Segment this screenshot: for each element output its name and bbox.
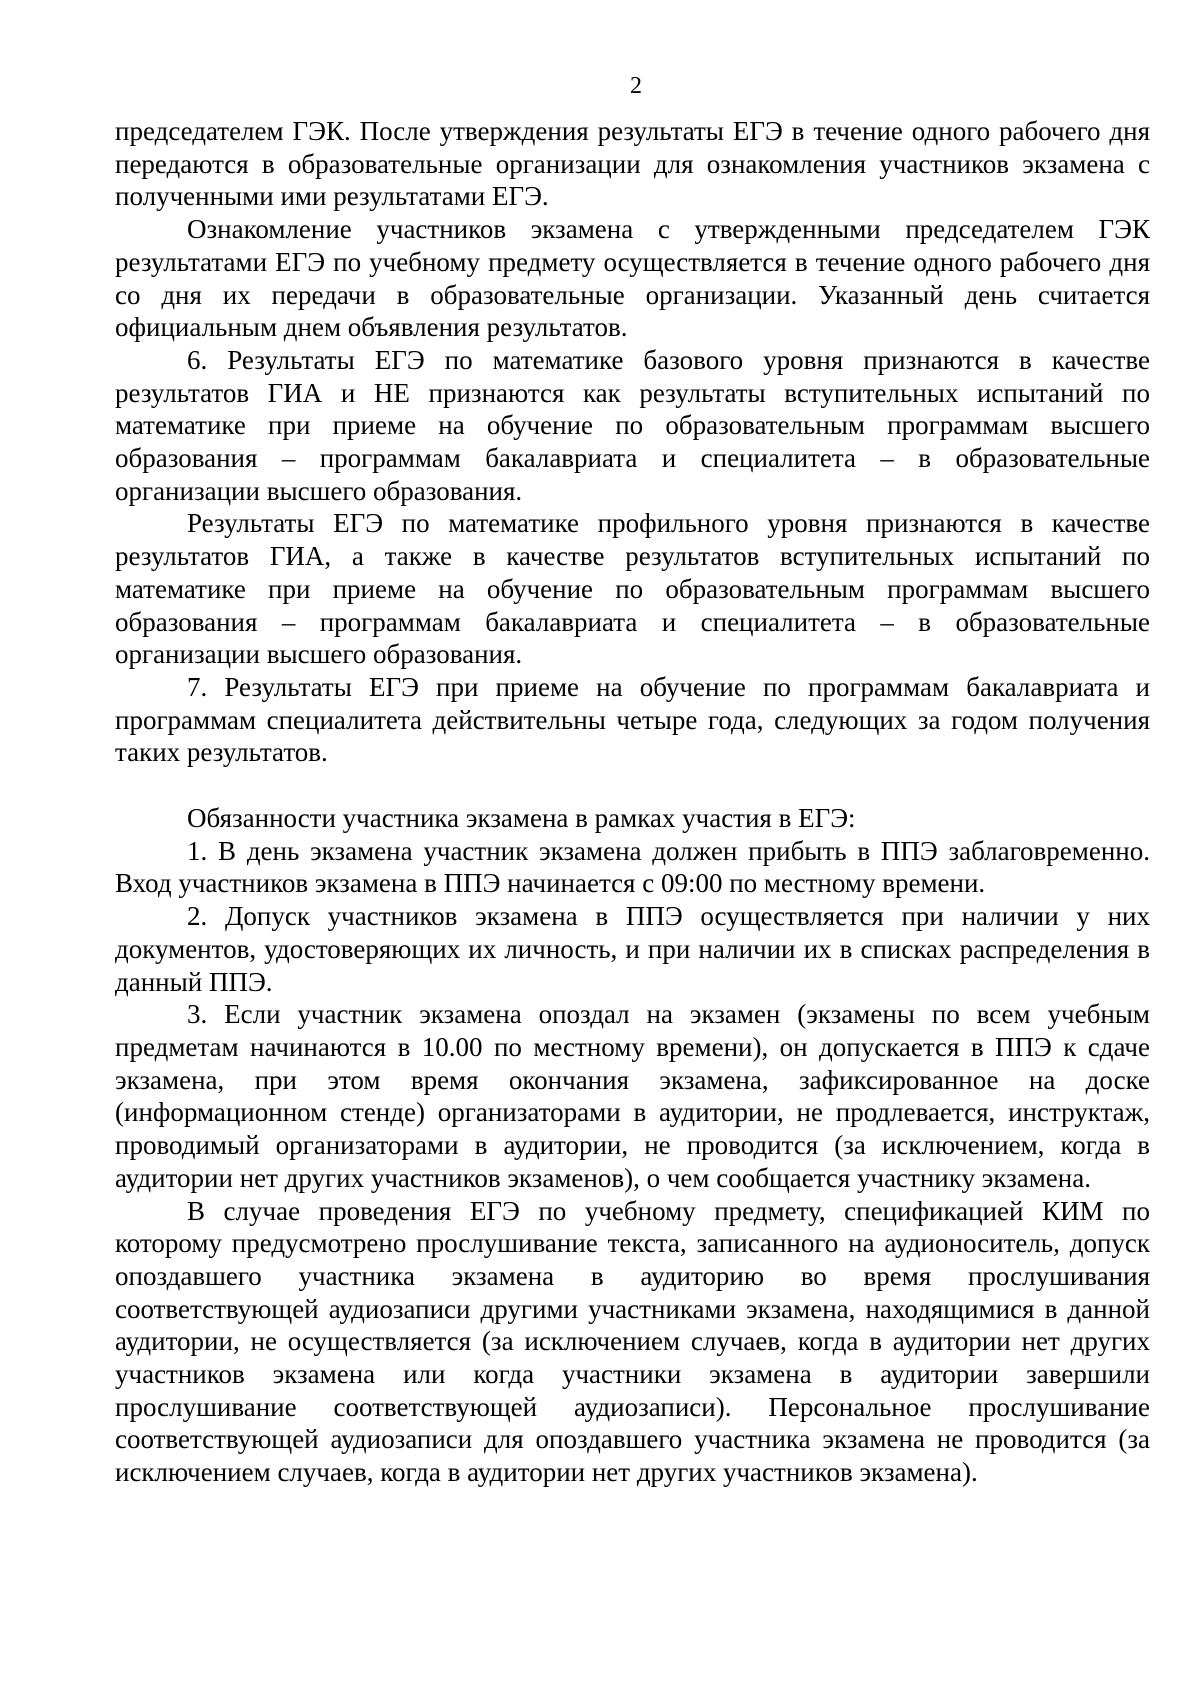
paragraph-item-6-basic-math: 6. Результаты ЕГЭ по математике базового уровня признаются в качестве результатов ГИА и НЕ признаются как результаты вступительных испытаний по математике при приеме на обучение по образовательным программам высшего образования – программам бакалавриата и специалитета – в образовательные организации высшего образования. <box>115 344 1150 506</box>
paragraph-gap <box>115 769 1150 802</box>
paragraph-duty-1-arrival: 1. В день экзамена участник экзамена должен прибыть в ППЭ заблаговременно. Вход участников экзамена в ППЭ начинается с 09:00 по местному времени. <box>115 835 1150 899</box>
paragraph-duty-3-late: 3. Если участник экзамена опоздал на экзамен (экзамены по всем учебным предметам начинаются в 10.00 по местному времени), он допускается в ППЭ к сдаче экзамена, при этом время окончания экзамена, зафиксированное на доске (информационном стенде) организаторами в аудитории, не продлевается, инструктаж, проводимый организаторами в аудитории, не проводится (за исключением, когда в аудитории нет других участников экзаменов), о чем сообщается участнику экзамена. <box>115 999 1150 1193</box>
paragraph-familiarization: Ознакомление участников экзамена с утвержденными председателем ГЭК результатами ЕГЭ по учебному предмету осуществляется в течение одного рабочего дня со дня их передачи в образовательные организации. Указанный день считается официальным днем объявления результатов. <box>115 214 1150 343</box>
paragraph-duty-2-admission: 2. Допуск участников экзамена в ППЭ осуществляется при наличии у них документов, удостоверяющих их личность, и при наличии их в списках распределения в данный ППЭ. <box>115 901 1150 997</box>
paragraph-continuation: председателем ГЭК. После утверждения результаты ЕГЭ в течение одного рабочего дня передаются в образовательные организации для ознакомления участников экзамена с полученными ими результатами ЕГЭ. <box>115 116 1150 212</box>
document-body <box>115 115 1150 1489</box>
paragraph-listening: В случае проведения ЕГЭ по учебному предмету, спецификацией КИМ по которому предусмотрено прослушивание текста, записанного на аудионоситель, допуск опоздавшего участника экзамена в аудиторию во время прослушивания соответствующей аудиозаписи другими участниками экзамена, находящимися в данной аудитории, не осуществляется (за исключением случаев, когда в аудитории нет других участников экзамена или когда участники экзамена в аудитории завершили прослушивание соответствующей аудиозаписи). Персональное прослушивание соответствующей аудиозаписи для опоздавшего участника экзамена не проводится (за исключением случаев, когда в аудитории нет других участников экзамена). <box>115 1195 1150 1488</box>
paragraph-item-7-validity: 7. Результаты ЕГЭ при приеме на обучение по программам бакалавриата и программам специалитета действительны четыре года, следующих за годом получения таких результатов. <box>115 671 1150 768</box>
section-heading-duties: Обязанности участника экзамена в рамках участия в ЕГЭ: <box>187 803 856 834</box>
page-number: 2 <box>630 73 642 99</box>
paragraph-profile-math: Результаты ЕГЭ по математике профильного уровня признаются в качестве результатов ГИА, а также в качестве результатов вступительных испытаний по математике при приеме на обучение по образовательным программам высшего образования – программам бакалавриата и специалитета – в образовательные организации высшего образования. <box>115 508 1150 670</box>
